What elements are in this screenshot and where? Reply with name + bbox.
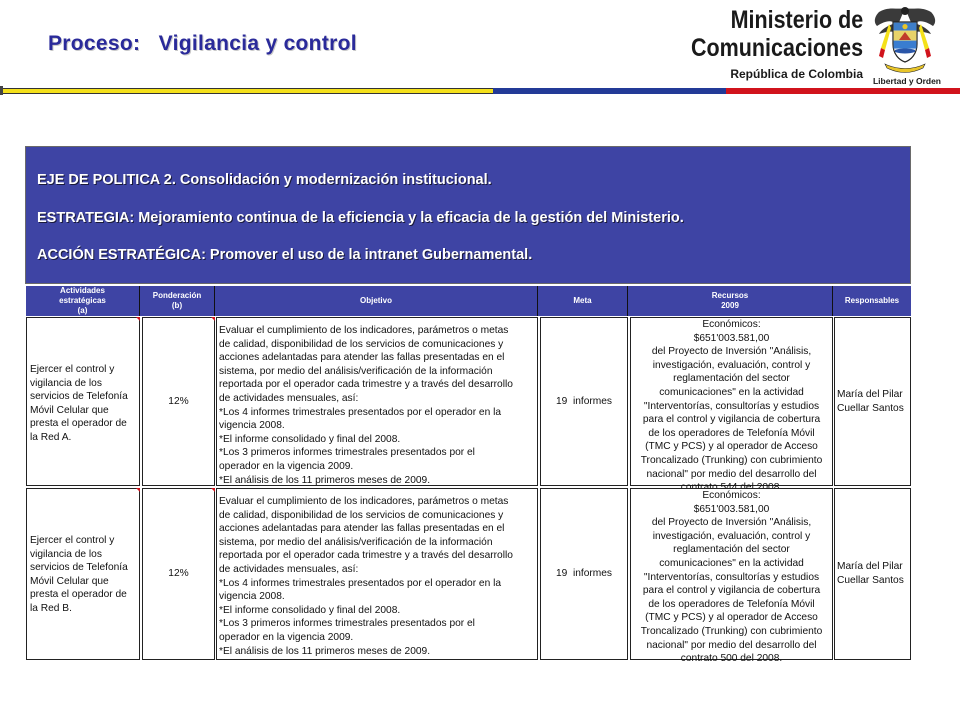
- text-line: vigilancia de los: [30, 377, 102, 389]
- process-value: Vigilancia y control: [158, 32, 357, 55]
- header-meta-label: Meta: [573, 296, 592, 305]
- text-line: $651'003.581,00: [693, 503, 770, 515]
- text-line: sistema, por medio del análisis/verificación de la información: [219, 365, 493, 377]
- comment-marker: [136, 488, 140, 492]
- text-line: "Interventorías, consultorías y estudios: [643, 400, 820, 412]
- cell-actividad: [26, 488, 140, 660]
- text-line: Evaluar el cumplimiento de los indicadores, parámetros o metas: [219, 325, 509, 336]
- logo-line-3: República de Colombia: [730, 67, 863, 81]
- text-line: de los operadores de Telefonía Móvil: [648, 598, 815, 610]
- text-line: vigencia 2008.: [219, 420, 285, 432]
- text-line: operador en la vigencia 2009.: [219, 631, 354, 643]
- header-stripe-blue: [493, 88, 726, 94]
- header-objetivo-label: Objetivo: [359, 296, 392, 305]
- header-stripe-red: [726, 88, 960, 94]
- text-line: la Red B.: [30, 602, 72, 614]
- header-recursos: [628, 286, 833, 316]
- comment-marker: [136, 317, 140, 321]
- actividad-text: [30, 534, 137, 616]
- text-line: servicios de Telefonía: [30, 562, 128, 574]
- text-line: investigación, evaluación, control y: [652, 359, 811, 371]
- text-line: servicios de Telefonía: [30, 391, 128, 403]
- text-line: presta el operador de: [30, 418, 127, 430]
- cell-meta: [540, 488, 628, 660]
- text-line: *Los 4 informes trimestrales presentados por el operador en la: [219, 406, 502, 418]
- text-line: Ejercer el control y: [30, 364, 115, 375]
- text-line: para el control y vigilancia de cobertura: [642, 414, 821, 426]
- header-recursos-line-1: Recursos: [711, 291, 749, 300]
- process-label: Proceso:: [48, 32, 141, 55]
- cell-meta: [540, 317, 628, 486]
- header-objetivo: [215, 286, 538, 316]
- text-line: nacional" por medio del desarrollo del: [646, 639, 817, 651]
- text-line: la Red A.: [30, 431, 72, 443]
- header-meta: [538, 286, 628, 316]
- text-line: contrato 500 del 2008.: [680, 653, 783, 665]
- text-line: reportada por el operador cada trimestre y a través del desarrollo: [219, 550, 513, 562]
- cell-recursos: [630, 317, 833, 486]
- text-line: "Interventorías, consultorías y estudios: [643, 571, 820, 583]
- text-line: de actividades mensuales, así:: [219, 563, 359, 575]
- text-line: *El análisis de los 11 primeros meses de 2009.: [219, 645, 431, 657]
- text-line: de los operadores de Telefonía Móvil: [648, 427, 815, 439]
- text-line: Ejercer el control y: [30, 535, 115, 546]
- header-ponderacion-line-2: (b): [171, 301, 183, 310]
- text-line: Troncalizado (Trunking) con cubrimiento: [640, 454, 823, 466]
- text-line: *El análisis de los 11 primeros meses de 2009.: [219, 474, 431, 486]
- header-actividades-line-3: (a): [77, 306, 88, 315]
- text-line: María del Pilar: [837, 388, 903, 400]
- comment-marker: [211, 317, 215, 321]
- text-line: Evaluar el cumplimiento de los indicadores, parámetros o metas: [219, 496, 509, 507]
- logo-line-2: Comunicaciones: [690, 34, 863, 62]
- banner-estrategia: ESTRATEGIA: Mejoramiento continua de la eficiencia y la eficacia de la gestión del Ministerio.: [37, 210, 684, 226]
- cell-actividad: [26, 317, 140, 486]
- actividad-text: [30, 363, 137, 445]
- text-line: *El informe consolidado y final del 2008.: [219, 604, 401, 616]
- text-line: comunicaciones" en la actividad: [659, 386, 804, 398]
- text-line: de actividades mensuales, así:: [219, 392, 359, 404]
- meta-value: 19 informes: [555, 568, 613, 580]
- text-line: sistema, por medio del análisis/verificación de la información: [219, 536, 493, 548]
- text-line: Troncalizado (Trunking) con cubrimiento: [640, 625, 823, 637]
- header-responsables: [833, 286, 911, 316]
- text-line: *Los 3 primeros informes trimestrales presentados por el: [219, 618, 475, 630]
- header-stripe-yellow: [3, 88, 493, 94]
- text-line: María del Pilar: [837, 561, 903, 573]
- comment-marker: [211, 488, 215, 492]
- text-line: acciones adelantadas para atender las fallas presentadas en el: [219, 352, 505, 364]
- cell-ponderacion: [142, 317, 215, 486]
- text-line: Económicos:: [702, 319, 761, 330]
- text-line: (TMC y PCS) y al operador de Acceso: [645, 441, 818, 453]
- page-title: [48, 32, 357, 56]
- ponderacion-value: 12%: [168, 568, 189, 580]
- text-line: vigilancia de los: [30, 548, 102, 560]
- text-line: *Los 4 informes trimestrales presentados por el operador en la: [219, 577, 502, 589]
- text-line: Móvil Celular que: [30, 404, 109, 416]
- ministry-logo: [690, 2, 955, 92]
- header-ponderacion-line-1: Ponderación: [152, 291, 202, 300]
- text-line: de calidad, disponibilidad de los servicios de comunicaciones y: [219, 338, 504, 350]
- header-actividades-line-2: estratégicas: [59, 296, 106, 305]
- text-line: comunicaciones" en la actividad: [659, 557, 804, 569]
- text-line: vigencia 2008.: [219, 591, 285, 603]
- text-line: Móvil Celular que: [30, 575, 109, 587]
- cell-objetivo: [216, 317, 538, 486]
- text-line: para el control y vigilancia de cobertura: [642, 585, 821, 597]
- text-line: reportada por el operador cada trimestre y a través del desarrollo: [219, 379, 513, 391]
- text-line: reglamentación del sector: [673, 373, 790, 385]
- header-ponderacion: [140, 286, 215, 316]
- header-actividades-line-1: Actividades: [60, 286, 105, 295]
- logo-line-1: Ministerio de: [730, 6, 863, 34]
- header-recursos-line-2: 2009: [721, 301, 739, 310]
- text-line: de calidad, disponibilidad de los servicios de comunicaciones y: [219, 509, 504, 521]
- cell-responsables: [834, 488, 911, 660]
- policy-banner: [25, 146, 911, 284]
- text-line: $651'003.581,00: [693, 332, 770, 344]
- text-line: del Proyecto de Inversión "Análisis,: [651, 346, 812, 358]
- text-line: acciones adelantadas para atender las fallas presentadas en el: [219, 523, 505, 535]
- text-line: Cuellar Santos: [837, 575, 904, 586]
- text-line: presta el operador de: [30, 589, 127, 601]
- text-line: Económicos:: [702, 490, 761, 501]
- banner-accion: ACCIÓN ESTRATÉGICA: Promover el uso de la intranet Gubernamental.: [37, 247, 533, 263]
- banner-eje: EJE DE POLITICA 2. Consolidación y modernización institucional.: [37, 172, 492, 188]
- text-line: operador en la vigencia 2009.: [219, 460, 354, 472]
- cell-ponderacion: [142, 488, 215, 660]
- text-line: (TMC y PCS) y al operador de Acceso: [645, 612, 818, 624]
- header-responsables-label: Responsables: [844, 296, 900, 305]
- text-line: *Los 3 primeros informes trimestrales presentados por el: [219, 447, 475, 459]
- text-line: *El informe consolidado y final del 2008.: [219, 433, 401, 445]
- text-line: nacional" por medio del desarrollo del: [646, 468, 817, 480]
- cell-responsables: [834, 317, 911, 486]
- text-line: reglamentación del sector: [673, 544, 790, 556]
- ponderacion-value: 12%: [168, 395, 189, 407]
- colombian-coat-of-arms-icon: [869, 4, 941, 74]
- header-actividades: [26, 286, 140, 316]
- logo-motto: Libertad y Orden: [872, 76, 941, 86]
- text-line: del Proyecto de Inversión "Análisis,: [651, 517, 812, 529]
- cell-recursos: [630, 488, 833, 665]
- text-line: investigación, evaluación, control y: [652, 530, 811, 542]
- meta-value: 19 informes: [555, 395, 613, 407]
- cell-objetivo: [216, 488, 538, 660]
- text-line: Cuellar Santos: [837, 402, 904, 414]
